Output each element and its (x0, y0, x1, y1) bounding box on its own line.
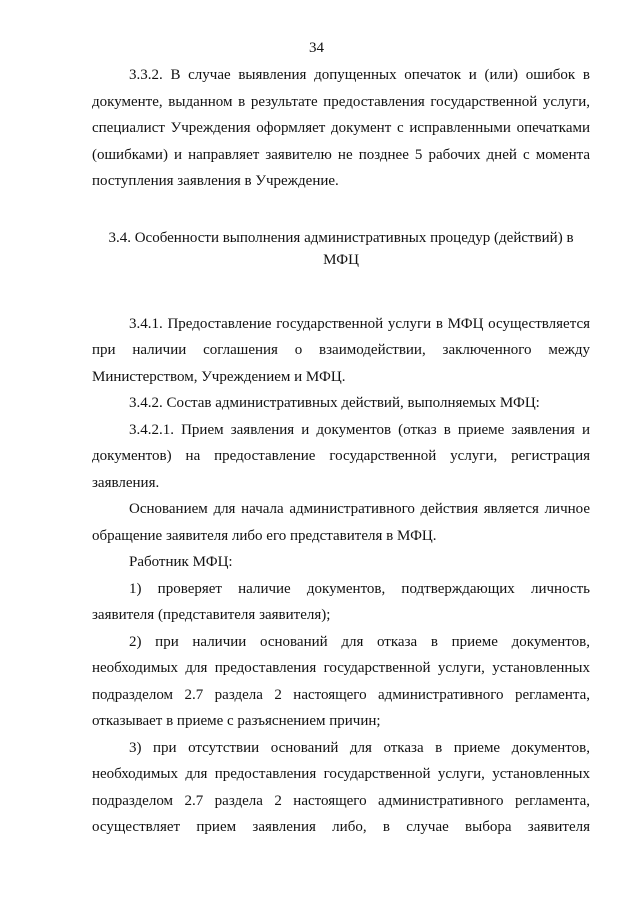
paragraph-basis: Основанием для начала административного действия является личное обращение заявителя либо его представителя в МФЦ. (92, 501, 590, 544)
list-item-1: 1) проверяет наличие документов, подтверждающих личность заявителя (представителя заявителя); (92, 580, 590, 623)
paragraph-worker: Работник МФЦ: (129, 554, 233, 570)
paragraph-3-4-2: 3.4.2. Состав административных действий, выполняемых МФЦ: (129, 395, 540, 411)
document-body (92, 62, 590, 841)
section-heading-3-4: 3.4. Особенности выполнения административных процедур (действий) в МФЦ (108, 229, 574, 268)
paragraph-3-4-1: 3.4.1. Предоставление государственной услуги в МФЦ осуществляется при наличии соглашения о взаимодействии, заключенного между Министерством, Учреждением и МФЦ. (92, 315, 590, 385)
page-number: 34 (309, 40, 324, 56)
paragraph-3-4-2-1: 3.4.2.1. Прием заявления и документов (отказ в приеме заявления и документов) на предоставление государственной услуги, регистрация заявления. (92, 421, 590, 491)
list-item-3: 3) при отсутствии оснований для отказа в приеме документов, необходимых для предоставления государственной услуги, установленных подразделом 2.7 раздела 2 настоящего административного регламента, осуществляет прием заявления либо, в случае выбора заявителя (92, 739, 590, 835)
list-item-2: 2) при наличии оснований для отказа в приеме документов, необходимых для предоставления государственной услуги, установленных подразделом 2.7 раздела 2 настоящего административного регламента, отказывает в приеме с разъяснением причин; (92, 633, 590, 729)
paragraph-3-3-2: 3.3.2. В случае выявления допущенных опечаток и (или) ошибок в документе, выданном в результате предоставления государственной услуги, специалист Учреждения оформляет документ с исправленными опечатками (ошибками) и направляет заявителю не позднее 5 рабочих дней с момента поступления заявления в Учреждение. (92, 67, 590, 189)
